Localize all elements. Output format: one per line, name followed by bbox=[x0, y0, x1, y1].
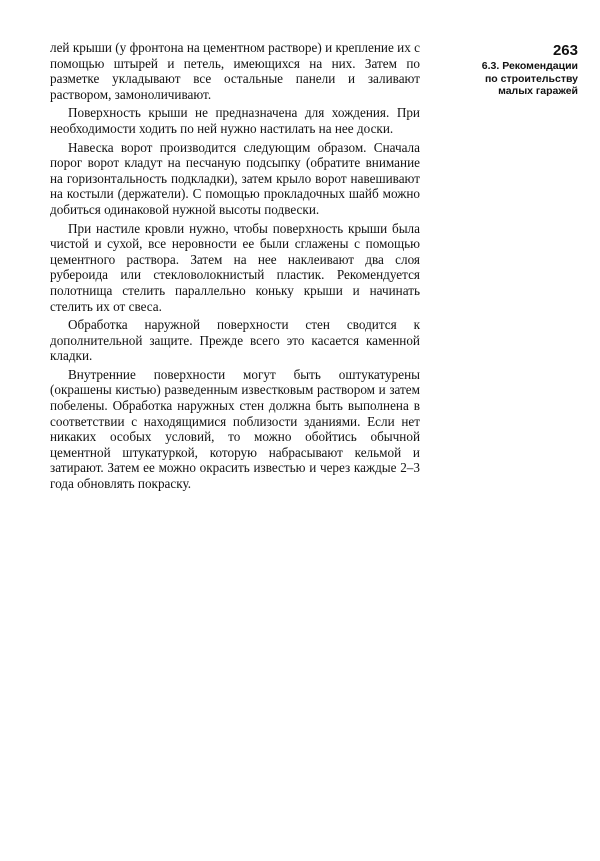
paragraph-roof-panels: лей крыши (у фронтона на цементном растворе) и крепление их с помощью штырей и петель, имеющихся на них. Затем по разметке укладывают все остальные панели и заливают раствором, замоноличивают. bbox=[50, 40, 420, 102]
section-title-line: 6.3. Рекомендации bbox=[481, 60, 578, 72]
paragraph-roofing: При настиле кровли нужно, чтобы поверхность крыши была чистой и сухой, все неровности ее были сглажены с помощью цементного раствора. Затем на нее наклеивают два слоя рубероида или стекловолокнистый пластик. Рекомендуется полотнища стелить параллельно коньку крыши и начинать стелить их от свеса. bbox=[50, 220, 420, 314]
running-header bbox=[448, 42, 578, 98]
paragraph-gate-hanging: Навеска ворот производится следующим образом. Сначала порог ворот кладут на песчаную подсыпку (обратите внимание на горизонтальность подкладки), затем крыло ворот навешивают на костыли (держатели). С помощью прокладочных шайб можно добиться одинаковой нужной высоты подвески. bbox=[50, 139, 420, 217]
page-number: 263 bbox=[552, 42, 578, 59]
paragraph-wall-finishing: Внутренние поверхности могут быть оштукатурены (окрашены кистью) разведенным известковым раствором и затем побелены. Обработка наружных стен должна быть выполнена в соответствии с находящимися поблизости зданиями. Если нет никаких особых условий, то можно обойтись обычной цементной штукатуркой, которую набрасывают кельмой и затирают. Затем ее можно окрасить известью и через каждые 2–3 года обновлять покраску. bbox=[50, 366, 420, 492]
main-text bbox=[50, 40, 420, 495]
paragraph-roof-walking: Поверхность крыши не предназначена для хождения. При необходимости ходить по ней нужно настилать на нее доски. bbox=[50, 105, 420, 136]
section-title-line: по строительству bbox=[484, 72, 578, 85]
section-title-line: малых гаражей bbox=[498, 85, 578, 97]
paragraph-wall-protection: Обработка наружной поверхности стен сводится к дополнительной защите. Прежде всего это касается каменной кладки. bbox=[50, 317, 420, 364]
